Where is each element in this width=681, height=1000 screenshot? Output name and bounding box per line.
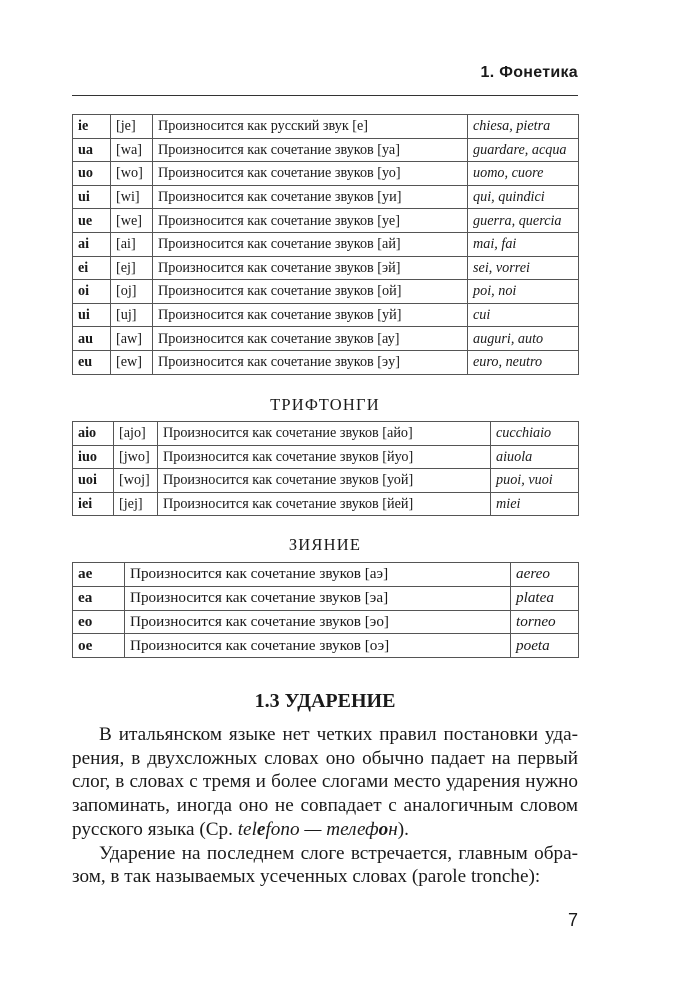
italian-example (238, 819, 398, 840)
examples: auguri, auto (468, 327, 579, 351)
letter-combination: oe (73, 634, 125, 658)
text-line: рения, в двухсложных словах оно обычно падает на первый (72, 747, 578, 769)
text-line: запоминать, иногда оно не совпадает с аналогичным словом (72, 795, 578, 817)
examples: poi, noi (468, 280, 579, 304)
triphthongs-body (73, 422, 579, 516)
letter-combination: ue (73, 209, 111, 233)
pronunciation-description: Произносится как сочетание звуков [йуо] (158, 445, 491, 469)
transcription: [woj] (114, 469, 158, 493)
examples: cui (468, 303, 579, 327)
letter-combination: ai (73, 232, 111, 256)
paragraph-2 (72, 842, 578, 889)
table-row (73, 469, 579, 493)
letter-combination: ui (73, 185, 111, 209)
diphthongs-table (72, 114, 579, 375)
diphthongs-body (73, 115, 579, 375)
table-row (73, 492, 579, 516)
text-line: Ударение на последнем слоге встречается, главным обра- (99, 842, 578, 864)
table-row (73, 209, 579, 233)
pronunciation-description: Произносится как сочетание звуков [эй] (153, 256, 468, 280)
table-row (73, 422, 579, 446)
letter-combination: eu (73, 350, 111, 374)
dash: — (299, 818, 327, 840)
pronunciation-description: Произносится как сочетание звуков [айо] (158, 422, 491, 446)
table-row (73, 115, 579, 139)
pronunciation-description: Произносится как сочетание звуков [аэ] (125, 563, 511, 587)
example-part: телеф (326, 818, 379, 840)
examples: qui, quindici (468, 185, 579, 209)
pronunciation-description: Произносится как сочетание звуков [уо] (153, 162, 468, 186)
letter-combination: uo (73, 162, 111, 186)
table-row (73, 256, 579, 280)
pronunciation-description: Произносится как сочетание звуков [ай] (153, 232, 468, 256)
letter-combination: ui (73, 303, 111, 327)
transcription: [ai] (111, 232, 153, 256)
pronunciation-description: Произносится как сочетание звуков [уе] (153, 209, 468, 233)
hiatus-caption: ЗИЯНИЕ (288, 535, 362, 554)
hiatus-body (73, 563, 579, 658)
letter-combination: ae (73, 563, 125, 587)
example-part: tel (237, 818, 257, 840)
pronunciation-description: Произносится как сочетание звуков [ау] (153, 327, 468, 351)
transcription: [ew] (111, 350, 153, 374)
pronunciation-description: Произносится как сочетание звуков [эо] (125, 610, 511, 634)
transcription: [ej] (111, 256, 153, 280)
examples: platea (511, 586, 579, 610)
pronunciation-description: Произносится как сочетание звуков [ой] (153, 280, 468, 304)
table-row (73, 185, 579, 209)
examples: miei (491, 492, 579, 516)
stressed-vowel: e (256, 818, 266, 840)
pronunciation-description: Произносится как сочетание звуков [эа] (125, 586, 511, 610)
transcription: [uj] (111, 303, 153, 327)
pronunciation-description: Произносится как сочетание звуков [эу] (153, 350, 468, 374)
page-number: 7 (567, 910, 578, 930)
examples: poeta (511, 634, 579, 658)
section-title: 1.3 УДАРЕНИЕ (254, 690, 396, 712)
paragraph-1 (72, 723, 578, 842)
examples: chiesa, pietra (468, 115, 579, 139)
table-row (73, 162, 579, 186)
text-line: зом, в так называемых усеченных словах (parole tronche): (72, 866, 541, 888)
letter-combination: au (73, 327, 111, 351)
letter-combination: iei (73, 492, 114, 516)
pronunciation-description: Произносится как сочетание звуков [уй] (153, 303, 468, 327)
table-row (73, 138, 579, 162)
letter-combination: ua (73, 138, 111, 162)
transcription: [wa] (111, 138, 153, 162)
examples: uomo, cuore (468, 162, 579, 186)
letter-combination: ea (73, 586, 125, 610)
table-row (73, 303, 579, 327)
examples: cucchiaio (491, 422, 579, 446)
table-row (73, 634, 579, 658)
text-line: слог, в словах с тремя и более слогами место ударения нужно (72, 771, 578, 793)
transcription: [wi] (111, 185, 153, 209)
table-row (73, 280, 579, 304)
stressed-vowel: о (378, 818, 389, 840)
table-row (73, 563, 579, 587)
letter-combination: iuo (73, 445, 114, 469)
example-part: fono (265, 818, 300, 840)
transcription: [we] (111, 209, 153, 233)
examples: mai, fai (468, 232, 579, 256)
transcription: [aw] (111, 327, 153, 351)
triphthongs-caption: ТРИФТОНГИ (270, 395, 380, 414)
examples: guardare, acqua (468, 138, 579, 162)
table-row (73, 586, 579, 610)
letter-combination: oi (73, 280, 111, 304)
section-body (72, 723, 578, 889)
letter-combination: ei (73, 256, 111, 280)
examples: aereo (511, 563, 579, 587)
text-fragment: русского языка (Ср. (72, 818, 238, 840)
pronunciation-description: Произносится как сочетание звуков [уой] (158, 469, 491, 493)
text-fragment: ). (397, 818, 409, 840)
pronunciation-description: Произносится как сочетание звуков [уа] (153, 138, 468, 162)
examples: puoi, vuoi (491, 469, 579, 493)
letter-combination: eo (73, 610, 125, 634)
transcription: [je] (111, 115, 153, 139)
examples: aiuola (491, 445, 579, 469)
table-row (73, 232, 579, 256)
transcription: [wo] (111, 162, 153, 186)
letter-combination: uoi (73, 469, 114, 493)
table-row (73, 327, 579, 351)
examples: torneo (511, 610, 579, 634)
examples: euro, neutro (468, 350, 579, 374)
text-line: В итальянском языке нет четких правил постановки уда- (99, 724, 578, 745)
transcription: [jwo] (114, 445, 158, 469)
text-line (72, 818, 578, 842)
transcription: [ajo] (114, 422, 158, 446)
pronunciation-description: Произносится как сочетание звуков [уи] (153, 185, 468, 209)
hiatus-table (72, 562, 579, 658)
table-row (73, 610, 579, 634)
pronunciation-description: Произносится как русский звук [е] (153, 115, 468, 139)
transcription: [jej] (114, 492, 158, 516)
table-row (73, 350, 579, 374)
examples: sei, vorrei (468, 256, 579, 280)
letter-combination: ie (73, 115, 111, 139)
header-rule (72, 95, 578, 96)
pronunciation-description: Произносится как сочетание звуков [оэ] (125, 634, 511, 658)
table-row (73, 445, 579, 469)
triphthongs-table (72, 421, 579, 516)
example-part: н (388, 818, 398, 840)
pronunciation-description: Произносится как сочетание звуков [йей] (158, 492, 491, 516)
letter-combination: aio (73, 422, 114, 446)
transcription: [oj] (111, 280, 153, 304)
running-head: 1. Фонетика (480, 64, 578, 81)
examples: guerra, quercia (468, 209, 579, 233)
